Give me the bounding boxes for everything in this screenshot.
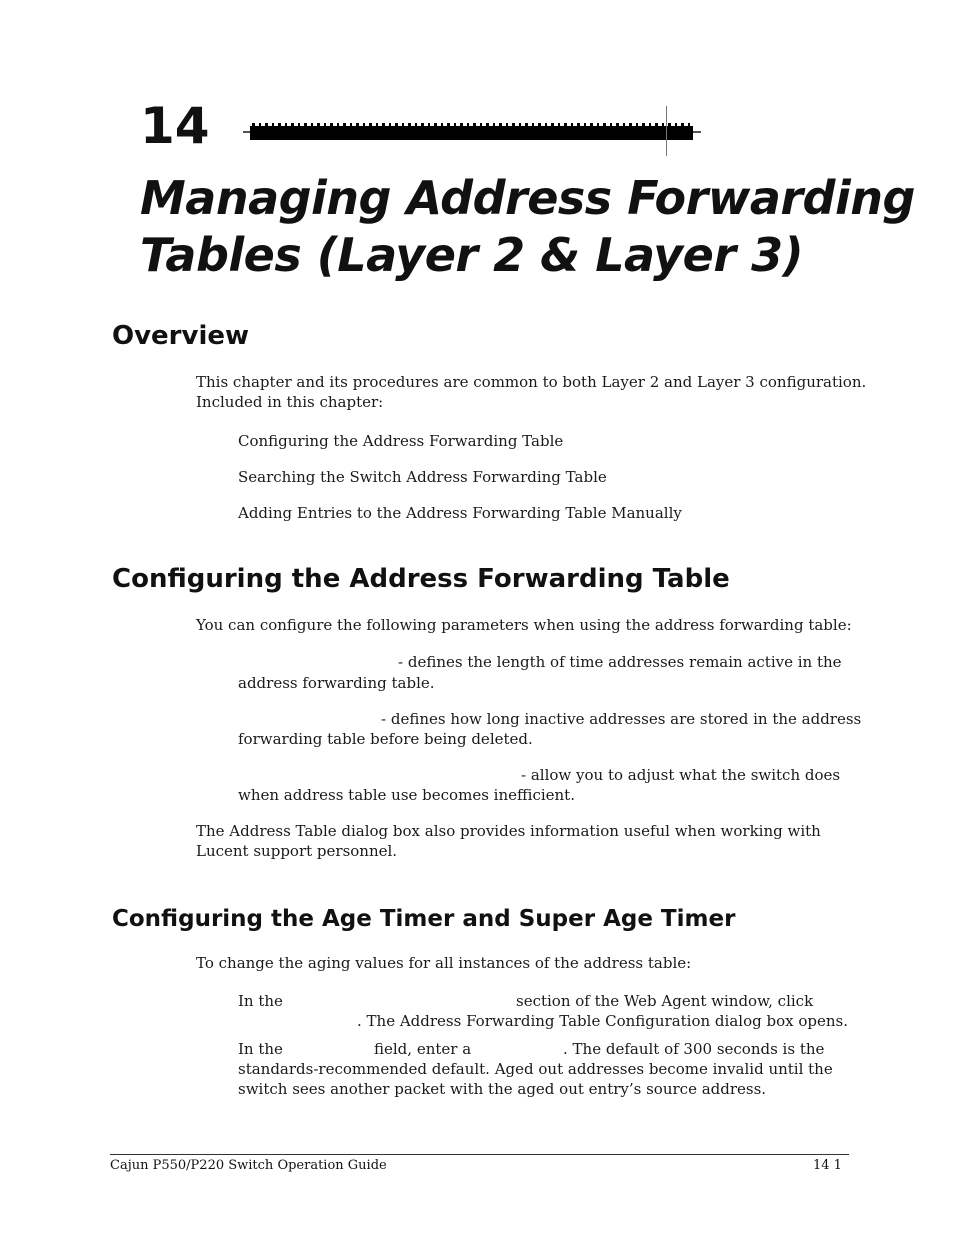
- overview-heading: Overview: [112, 321, 250, 351]
- param-description: - allow you to adjust what the switch does: [521, 766, 841, 784]
- overview-item: Adding Entries to the Address Forwarding Table Manually: [238, 504, 682, 522]
- param-description: - defines the length of time addresses remain active in the: [398, 653, 842, 671]
- overview-intro-line1: This chapter and its procedures are common to both Layer 2 and Layer 3 configuration.: [196, 373, 867, 391]
- param-description-cont: address forwarding table.: [238, 674, 435, 692]
- step2-text-c: . The default of 300 seconds is the: [563, 1040, 825, 1058]
- footer-rule: [110, 1154, 849, 1155]
- config-intro: You can configure the following parameters when using the address forwarding table:: [196, 616, 852, 634]
- age-timer-intro: To change the aging values for all instances of the address table:: [196, 954, 692, 972]
- step1-text-c: . The Address Forwarding Table Configuration dialog box opens.: [357, 1012, 848, 1030]
- chapter-rule-pattern: [252, 123, 690, 131]
- step1-text-b: section of the Web Agent window, click: [516, 992, 814, 1010]
- step2-line3: switch sees another packet with the aged out entry’s source address.: [238, 1080, 767, 1098]
- step2-text-b: field, enter a: [374, 1040, 472, 1058]
- overview-intro: [196, 372, 896, 412]
- footer-title: Cajun P550/P220 Switch Operation Guide: [110, 1158, 387, 1173]
- overview-item: Configuring the Address Forwarding Table: [238, 432, 564, 450]
- config-note: [196, 821, 896, 861]
- param-description: - defines how long inactive addresses are stored in the address: [381, 710, 862, 728]
- page-number: 14 1: [813, 1158, 842, 1173]
- step2-text-a: In the: [238, 1040, 283, 1058]
- config-note-line1: The Address Table dialog box also provides information useful when working with: [196, 822, 821, 840]
- overview-intro-line2: Included in this chapter:: [196, 393, 384, 411]
- age-timer-heading: Configuring the Age Timer and Super Age Timer: [112, 906, 736, 932]
- chapter-title-line2: Tables (Layer 2 & Layer 3): [140, 228, 804, 282]
- step2-line2: standards-recommended default. Aged out addresses become invalid until the: [238, 1060, 833, 1078]
- chapter-rule-tick: [666, 106, 667, 156]
- chapter-title: [140, 170, 920, 284]
- param-description-cont: when address table use becomes inefficient.: [238, 786, 575, 804]
- chapter-number: 14: [140, 97, 210, 155]
- overview-item: Searching the Switch Address Forwarding Table: [238, 468, 607, 486]
- config-note-line2: Lucent support personnel.: [196, 842, 398, 860]
- step1-text-a: In the: [238, 992, 283, 1010]
- param-description-cont: forwarding table before being deleted.: [238, 730, 533, 748]
- chapter-title-line1: Managing Address Forwarding: [140, 171, 915, 225]
- config-heading: Configuring the Address Forwarding Table: [112, 564, 730, 594]
